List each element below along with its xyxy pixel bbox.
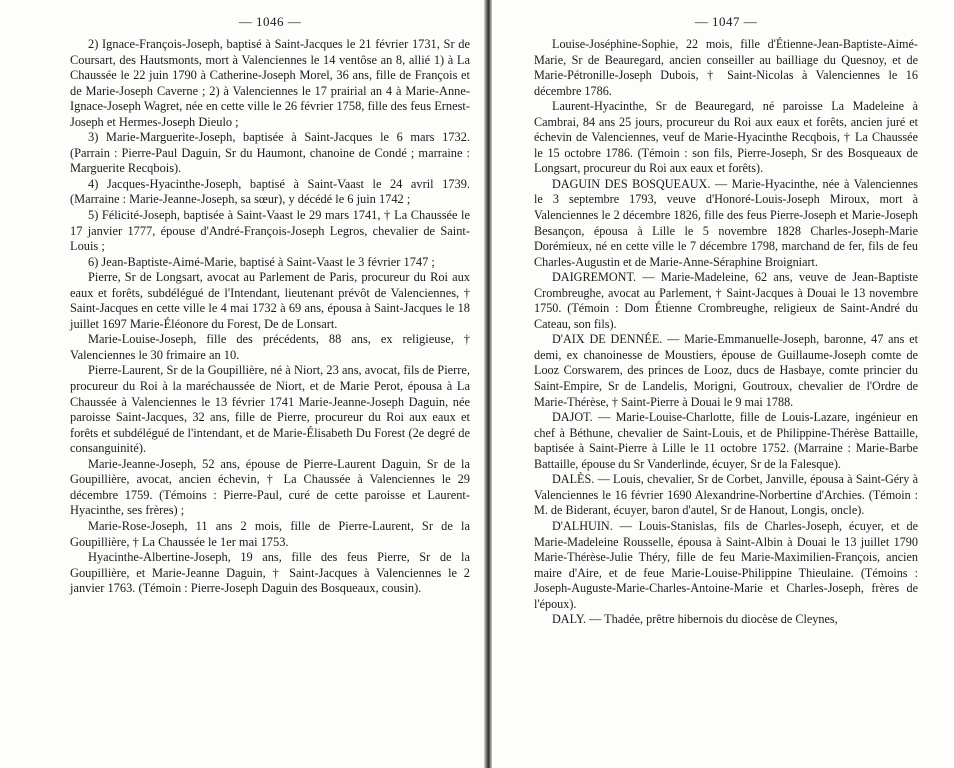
book-gutter [484, 0, 492, 768]
genealogy-entry: 5) Félicité-Joseph, baptisée à Saint-Vaast le 29 mars 1741, † La Chaussée le 17 janvier 1777, épouse d'André-François-Joseph Legros, chevalier de Saint-Louis ; [70, 208, 470, 254]
genealogy-entry: DAIGREMONT. — Marie-Madeleine, 62 ans, veuve de Jean-Baptiste Crombreughe, avocat au Parlement, † Saint-Jacques à Douai le 13 novembre 1750. (Témoin : Dom Étienne Crombreughe, religieux de Saint-André du Cateau, son fils). [534, 270, 918, 331]
right-page-text [534, 37, 918, 628]
genealogy-entry: DAGUIN DES BOSQUEAUX. — Marie-Hyacinthe, née à Valenciennes le 3 septembre 1793, veuve d'Honoré-Louis-Joseph Miroux, mort à Valenciennes le 2 décembre 1826, fille des feus Pierre-Joseph et Marie-Joseph Besançon, épousa à Lille le 5 novembre 1828 Charles-Joseph-Marie Dorémieux, né en cette ville le 7 décembre 1798, marchand de fer, fils de feu Charles-Augustin et de Marie-Anne-Séraphine Broigniart. [534, 176, 918, 269]
right-page [492, 0, 954, 768]
genealogy-entry: D'ALHUIN. — Louis-Stanislas, fils de Charles-Joseph, écuyer, et de Marie-Madeleine Rousselle, épousa à Saint-Albin à Douai le 13 juillet 1790 Marie-Thérèse-Julie Théry, fille de feu Marie-Maximilien-François, ancien maire d'Aire, et de feue Marie-Louise-Philippine Thieulaine. (Témoins : Joseph-Auguste-Marie-Charles-Antoine-Marie et Charles-Joseph, frères de l'époux). [534, 518, 918, 611]
left-page-text [70, 37, 470, 597]
genealogy-entry: Marie-Louise-Joseph, fille des précédents, 88 ans, ex religieuse, † Valenciennes le 30 frimaire an 10. [70, 332, 470, 362]
genealogy-entry: DAJOT. — Marie-Louise-Charlotte, fille de Louis-Lazare, ingénieur en chef à Béthune, chevalier de Saint-Louis, et de Philippine-Thérèse Battaille, baptisée à Saint-Pierre à Lille le 11 octobre 1752. (Marraine : Marie-Barbe Battaille, épouse du Sr Vanderlinde, écuyer, Sr de la Falesque). [534, 410, 918, 471]
genealogy-entry: Pierre-Laurent, Sr de la Goupillière, né à Niort, 23 ans, avocat, fils de Pierre, procureur du Roi à la maréchaussée de Niort, et de Marie Perot, épousa à La Chaussée à Valenciennes le 13 février 1741 Marie-Jeanne-Joseph Daguin, née paroisse Saint-Jacques, 32 ans, fille de Pierre, procureur du Roi aux eaux et forêts et subdélégué de l'intendant, et de Marie-Élisabeth Du Forest (2e degré de consanguinité). [70, 363, 470, 456]
genealogy-entry: Marie-Rose-Joseph, 11 ans 2 mois, fille de Pierre-Laurent, Sr de la Goupillière, † La Chaussée le 1er mai 1753. [70, 518, 470, 549]
genealogy-entry: DALÈS. — Louis, chevalier, Sr de Corbet, Janville, épousa à Saint-Géry à Valenciennes le 16 février 1690 Alexandrine-Norbertine d'Archies. (Témoin : M. de Biderant, écuyer, baron d'autel, Sr de Hanout, Longis, oncle). [534, 472, 918, 518]
genealogy-entry: Hyacinthe-Albertine-Joseph, 19 ans, fille des feus Pierre, Sr de la Goupillière, et Marie-Jeanne Daguin, † Saint-Jacques à Valenciennes le 2 janvier 1763. (Témoin : Pierre-Joseph Daguin des Bosqueaux, cousin). [70, 550, 470, 596]
genealogy-entry: 6) Jean-Baptiste-Aimé-Marie, baptisé à Saint-Vaast le 3 février 1747 ; [88, 254, 435, 269]
genealogy-entry: 4) Jacques-Hyacinthe-Joseph, baptisé à Saint-Vaast le 24 avril 1739. (Marraine : Marie-Jeanne-Joseph, sa sœur), y décédé le 6 juin 1742 ; [70, 176, 470, 207]
left-page-number: — 1046 — [238, 14, 302, 29]
genealogy-entry: Pierre, Sr de Longsart, avocat au Parlement de Paris, procureur du Roi aux eaux et forêts, subdélégué de l'Intendant, lieutenant prévôt de Valenciennes, † Saint-Jacques en cette ville le 4 mai 1732 à 69 ans, épousa à Saint-Jacques le 18 juillet 1697 Marie-Éléonore du Forest, De de Lonsart. [70, 270, 470, 331]
genealogy-entry: 2) Ignace-François-Joseph, baptisé à Saint-Jacques le 21 février 1731, Sr de Coursart, des Hautsmonts, mort à Valenciennes le 14 ventôse an 8, allié 1) à La Chaussée le 22 juin 1790 à Catherine-Joseph Morel, 36 ans, fille de François et de Marie-Joseph Caverne ; 2) à Valenciennes le 17 prairial an 4 à Marie-Anne-Ignace-Joseph Wagret, née en cette ville le 26 février 1758, fille des feus Ernest-Joseph et Hermes-Joseph Dieulo ; [70, 37, 470, 129]
genealogy-entry: Laurent-Hyacinthe, Sr de Beauregard, né paroisse La Madeleine à Cambrai, 84 ans 25 jours, procureur du Roi aux eaux et forêts, ancien juré et échevin de Valenciennes, veuf de Marie-Hyacinthe Recqbois, † La Chaussée le 15 octobre 1786. (Témoin : son fils, Pierre-Joseph, Sr des Bosqueaux de Longsart, procureur du Roi aux eaux et forêts). [534, 99, 918, 176]
genealogy-entry: Louise-Joséphine-Sophie, 22 mois, fille d'Étienne-Jean-Baptiste-Aimé-Marie, Sr de Beauregard, ancien conseiller au bailliage du Quesnoy, et de Marie-Pétronille-Joseph Dubois, † Saint-Nicolas à Valenciennes le 16 décembre 1786. [534, 37, 918, 98]
genealogy-entry: 3) Marie-Marguerite-Joseph, baptisée à Saint-Jacques le 6 mars 1732. (Parrain : Pierre-Paul Daguin, Sr du Haumont, chanoine de Condé ; marraine : Marguerite Recqbois). [70, 130, 470, 176]
genealogy-entry: DALY. — Thadée, prêtre hibernois du diocèse de Cleynes, [552, 612, 838, 627]
right-page-number: — 1047 — [694, 14, 758, 29]
genealogy-entry: Marie-Jeanne-Joseph, 52 ans, épouse de Pierre-Laurent Daguin, Sr de la Goupillière, avocat, ancien échevin, † La Chaussée à Valenciennes le 29 décembre 1759. (Témoins : Pierre-Paul, curé de cette paroisse et Laurent-Hyacinthe, ses frères) ; [70, 456, 470, 518]
genealogy-entry: D'AIX DE DENNÉE. — Marie-Emmanuelle-Joseph, baronne, 47 ans et demi, ex chanoinesse de Moustiers, épouse de Guillaume-Joseph comte de Looz Corswarem, des princes de Looz, ducs de Hasbaye, comte princier du Saint-Empire, Sr de Landelis, Morigni, Goutroux, chevalier de l'Ordre de Marie-Thérèse, † Saint-Pierre à Douai le 9 mai 1788. [534, 332, 918, 409]
